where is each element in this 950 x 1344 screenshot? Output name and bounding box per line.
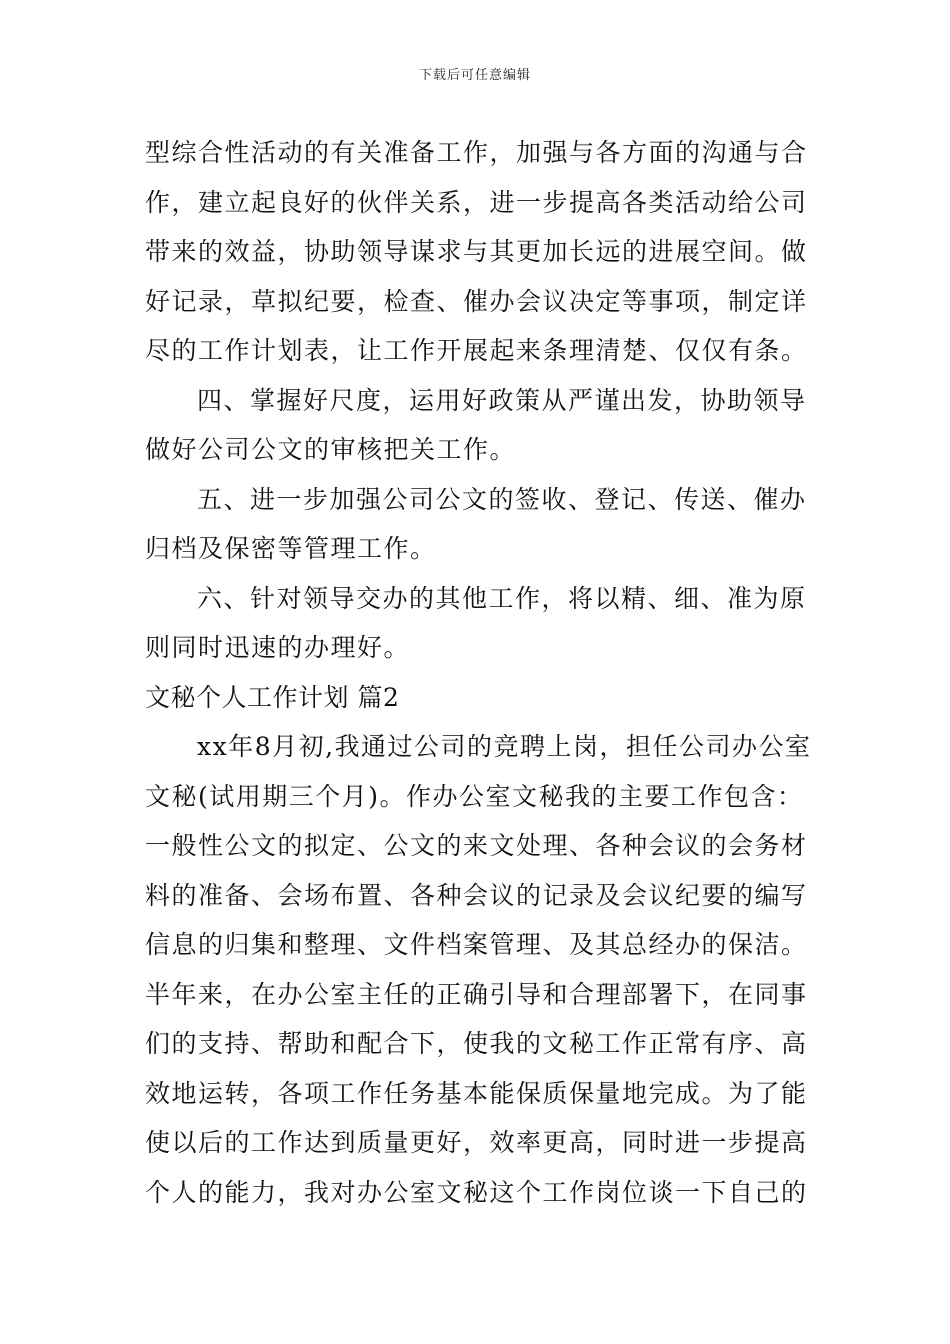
- text-line: 好记录，草拟纪要，检查、催办会议决定等事项，制定详: [145, 286, 808, 316]
- text-line: 一般性公文的拟定、公文的来文处理、各种会议的会务材: [145, 831, 808, 860]
- section-title: 文秘个人工作计划 篇2: [145, 682, 400, 712]
- paragraph-first-line: 六、针对领导交办的其他工作，将以精、细、准为原: [197, 583, 807, 613]
- text-line: 作，建立起良好的伙伴关系，进一步提高各类活动给公司: [145, 187, 808, 217]
- text-line: 做好公司公文的审核把关工作。: [145, 435, 517, 464]
- text-line: 带来的效益，协助领导谋求与其更加长远的进展空间。做: [145, 237, 808, 266]
- text-line: 半年来，在办公室主任的正确引导和合理部署下，在同事: [145, 979, 808, 1009]
- text-line: 则同时迅速的办理好。: [145, 633, 411, 662]
- paragraph-first-line: xx年8月初,我通过公司的竞聘上岗，担任公司办公室: [197, 732, 812, 761]
- paragraph-first-line: 四、掌握好尺度，运用好政策从严谨出发，协助领导: [197, 385, 807, 415]
- text-line: 信息的归集和整理、文件档案管理、及其总经办的保洁。: [145, 930, 808, 959]
- text-line: 效地运转，各项工作任务基本能保质保量地完成。为了能: [145, 1078, 808, 1108]
- text-line: 使以后的工作达到质量更好，效率更高，同时进一步提高: [145, 1128, 808, 1157]
- page-header-note: 下载后可任意编辑: [418, 68, 531, 83]
- text-line: 料的准备、会场布置、各种会议的记录及会议纪要的编写: [145, 880, 808, 910]
- text-line: 型综合性活动的有关准备工作，加强与各方面的沟通与合: [145, 138, 808, 167]
- text-line: 们的支持、帮助和配合下，使我的文秘工作正常有序、高: [145, 1029, 808, 1058]
- text-line: 个人的能力，我对办公室文秘这个工作岗位谈一下自己的: [145, 1177, 808, 1207]
- paragraph-first-line: 五、进一步加强公司公文的签收、登记、传送、催办: [197, 484, 807, 514]
- text-line: 尽的工作计划表，让工作开展起来条理清楚、仅仅有条。: [145, 336, 808, 365]
- text-line: 归档及保密等管理工作。: [145, 534, 437, 563]
- document-body: [145, 128, 810, 1217]
- text-line: 文秘(试用期三个月)。作办公室文秘我的主要工作包含：: [145, 781, 804, 811]
